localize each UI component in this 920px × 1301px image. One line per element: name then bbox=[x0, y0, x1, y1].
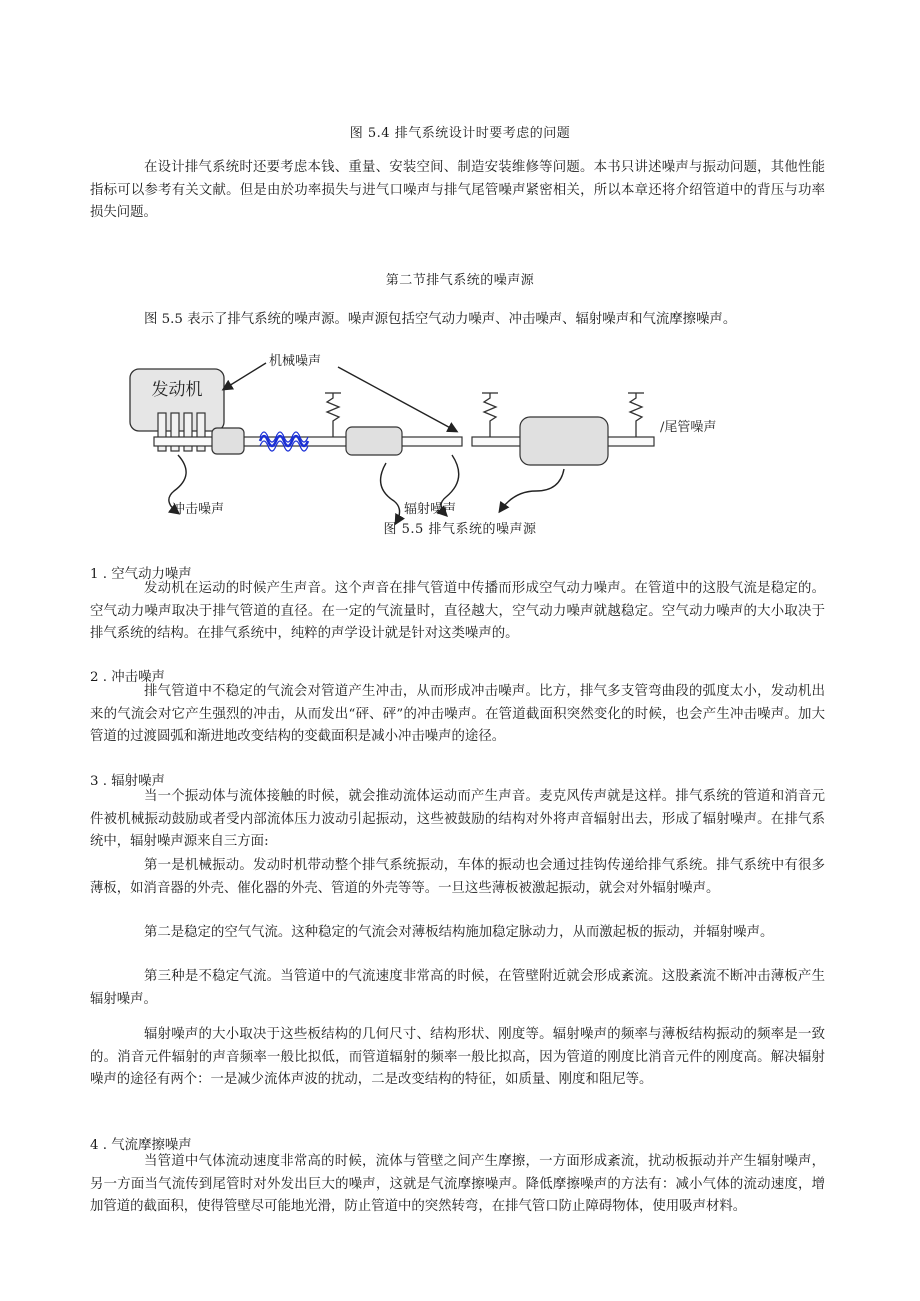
heading-friction-noise: 4 . 气流摩擦噪声 bbox=[90, 1138, 192, 1153]
hanger-spring-2 bbox=[482, 393, 498, 437]
mech-noise-arrow-left bbox=[224, 363, 266, 389]
catalyst-element bbox=[212, 428, 244, 454]
middle-muffler bbox=[346, 427, 402, 455]
figure-5-5-intro: 图 5.5 表示了排气系统的噪声源。噪声源包括空气动力噪声、冲击噪声、辐射噪声和气流摩擦噪声。 bbox=[144, 312, 737, 327]
para-radiation-first: 第一是机械振动。发动时机带动整个排气系统振动，车体的振动也会通过挂钩传递给排气系统。排气系统中有很多薄板，如消音器的外壳、催化器的外壳、管道的外壳等等。一旦这些薄板被激起振动，就会对外辐射噪声。 bbox=[90, 858, 825, 896]
radiation-noise-arrow-1 bbox=[381, 463, 400, 523]
hanger-spring-1 bbox=[325, 393, 341, 437]
para-radiation-third: 第三种是不稳定气流。当管道中的气流速度非常高的时候，在管壁附近就会形成紊流。这股紊流不断冲击薄板产生辐射噪声。 bbox=[90, 969, 825, 1007]
heading-impact-noise: 2 . 冲击噪声 bbox=[90, 670, 165, 685]
figure-5-4-caption: 图 5.4 排气系统设计时要考虑的问题 bbox=[349, 126, 571, 141]
heading-radiation-noise: 3 . 辐射噪声 bbox=[90, 774, 165, 789]
intro-paragraph: 在设计排气系统时还要考虑本钱、重量、安装空间、制造安装维修等问题。本书只讲述噪声与振动问题，其他性能指标可以参考有关文献。但是由於功率损失与进气口噪声与排气尾管噪声紧密相关，所以本章还将介绍管道中的背压与功率损失问题。 bbox=[90, 160, 825, 220]
mech-noise-label: 机械噪声 bbox=[269, 354, 322, 369]
para-radiation-second: 第二是稳定的空气气流。这种稳定的气流会对薄板结构施加稳定脉动力，从而激起板的振动，并辐射噪声。 bbox=[144, 925, 774, 940]
radiation-noise-label: 辐射噪声 bbox=[404, 502, 457, 517]
section-title: 第二节排气系统的噪声源 bbox=[385, 273, 535, 288]
heading-aerodynamic-noise: 1 . 空气动力噪声 bbox=[90, 567, 192, 582]
impact-noise-label: 冲击噪声 bbox=[172, 502, 225, 517]
mech-noise-arrow-right bbox=[338, 367, 456, 431]
exhaust-noise-diagram bbox=[120, 345, 760, 545]
hanger-spring-3 bbox=[628, 393, 644, 437]
para-impact-noise: 排气管道中不稳定的气流会对管道产生冲击，从而形成冲击噪声。比方，排气多支管弯曲段的弧度太小，发动机出来的气流会对它产生强烈的冲击，从而发出“砰、砰”的冲击噪声。在管道截面积突然变化的时候，也会产生冲击噪声。加大管道的过渡圆弧和渐进地改变结构的变截面积是减小冲击噪声的途径。 bbox=[90, 684, 825, 744]
radiation-noise-arrow-3 bbox=[500, 469, 564, 511]
para-aerodynamic-noise: 发动机在运动的时候产生声音。这个声音在排气管道中传播而形成空气动力噪声。在管道中的这股气流是稳定的。空气动力噪声取决于排气管道的直径。在一定的气流量时，直径越大，空气动力噪声就越稳定。空气动力噪声的大小取决于排气系统的结构。在排气系统中，纯粹的声学设计就是针对这类噪声的。 bbox=[90, 581, 825, 641]
para-radiation-intro: 当一个振动体与流体接触的时候，就会推动流体运动而产生声音。麦克风传声就是这样。排气系统的管道和消音元件被机械振动鼓励或者受内部流体压力波动引起振动，这些被鼓励的结构对外将声音辐射出去，形成了辐射噪声。在排气系统中，辐射噪声源来自三方面: bbox=[90, 789, 825, 849]
figure-5-5-caption: 图 5.5 排气系统的噪声源 bbox=[383, 522, 537, 537]
engine-label: 发动机 bbox=[151, 380, 203, 400]
flex-coupling bbox=[260, 432, 308, 451]
rear-muffler bbox=[520, 417, 608, 465]
para-friction-noise: 当管道中气体流动速度非常高的时候，流体与管壁之间产生摩擦，一方面形成紊流，扰动板振动并产生辐射噪声，另一方面当气流传到尾管时对外发出巨大的噪声，这就是气流摩擦噪声。降低摩擦噪声的方法有：减小气体的流动速度，增加管道的截面积，使得管壁尽可能地光滑，防止管道中的突然转弯，在排气管口防止障碍物体，使用吸声材料。 bbox=[90, 1154, 825, 1214]
para-radiation-summary: 辐射噪声的大小取决于这些板结构的几何尺寸、结构形状、刚度等。辐射噪声的频率与薄板结构振动的频率是一致的。消音元件辐射的声音频率一般比拟低，而管道辐射的频率一般比拟高，因为管道的刚度比消音元件的刚度高。解决辐射噪声的途径有两个：一是减少流体声波的扰动，二是改变结构的特征，如质量、刚度和阻尼等。 bbox=[90, 1027, 825, 1087]
tail-noise-label: /尾管噪声 bbox=[660, 420, 717, 435]
